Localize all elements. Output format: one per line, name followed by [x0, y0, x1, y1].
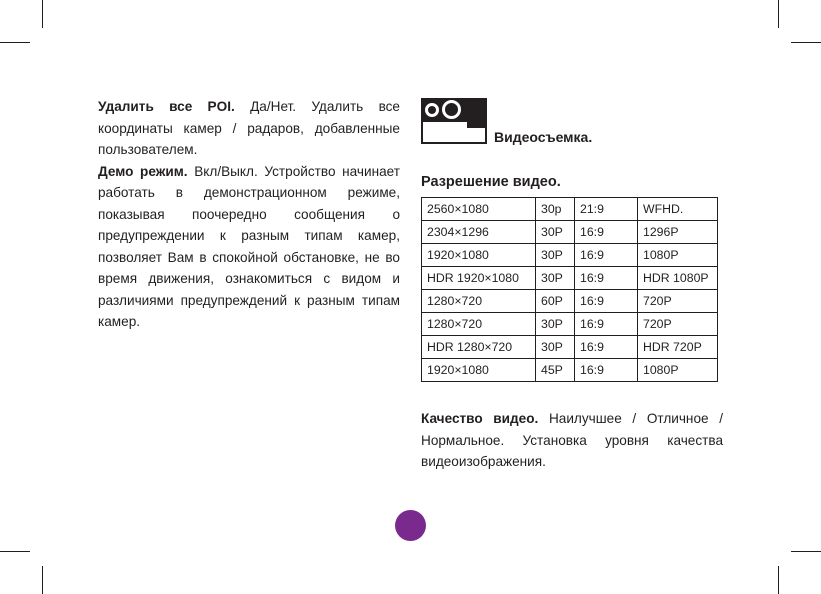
- table-cell: 30р: [536, 198, 575, 221]
- table-row: [422, 198, 718, 221]
- quality-section: [421, 408, 723, 473]
- table-cell: 21:9: [575, 198, 638, 221]
- table-cell: 16:9: [575, 336, 638, 359]
- table-cell: 60P: [536, 290, 575, 313]
- table-cell: 16:9: [575, 290, 638, 313]
- crop-mark: [0, 42, 30, 43]
- table-cell: 1080P: [638, 244, 718, 267]
- quality-paragraph: [421, 408, 723, 473]
- crop-mark: [778, 0, 779, 28]
- crop-mark: [778, 566, 779, 594]
- table-cell: WFHD.: [638, 198, 718, 221]
- table-cell: 720P: [638, 313, 718, 336]
- table-cell: 1296P: [638, 221, 718, 244]
- table-cell: 16:9: [575, 313, 638, 336]
- resolution-heading: Разрешение видео.: [421, 174, 561, 190]
- left-column: [98, 96, 400, 333]
- table-row: [422, 359, 718, 382]
- crop-mark: [42, 0, 43, 28]
- table-cell: 2560×1080: [422, 198, 536, 221]
- table-cell: 1080P: [638, 359, 718, 382]
- table-cell: 1280×720: [422, 290, 536, 313]
- table-row: [422, 267, 718, 290]
- poi-paragraph: [98, 96, 400, 161]
- page-marker: [395, 510, 426, 541]
- poi-term: Удалить все POI.: [98, 99, 235, 114]
- table-cell: 45P: [536, 359, 575, 382]
- table-cell: HDR 720P: [638, 336, 718, 359]
- table-row: [422, 336, 718, 359]
- crop-mark: [791, 551, 821, 552]
- table-cell: 30P: [536, 313, 575, 336]
- table-row: [422, 290, 718, 313]
- table-cell: 1920×1080: [422, 244, 536, 267]
- table-cell: 16:9: [575, 221, 638, 244]
- poi-text: Да/Нет. Удалить все координаты камер / радаров, добавленные пользователем.: [98, 99, 400, 157]
- table-cell: HDR 1280×720: [422, 336, 536, 359]
- table-cell: 30P: [536, 221, 575, 244]
- table-row: [422, 221, 718, 244]
- table-cell: 16:9: [575, 359, 638, 382]
- crop-mark: [0, 551, 30, 552]
- table-cell: 16:9: [575, 244, 638, 267]
- table-cell: 16:9: [575, 267, 638, 290]
- table-cell: 30P: [536, 267, 575, 290]
- table-row: [422, 313, 718, 336]
- table-cell: HDR 1080P: [638, 267, 718, 290]
- table-cell: 1280×720: [422, 313, 536, 336]
- quality-term: Качество видео.: [421, 411, 539, 426]
- demo-text: Вкл/Выкл. Устройство начинает работать в демонстрационном режиме, показывая поочередно сообщения о предупреждении к разным типам камер, позволяет Вам в спокойной обстановке, не во время движения, ознакомиться с видом и различиями предупреждений к разным типам камер.: [98, 163, 400, 329]
- table-cell: 720P: [638, 290, 718, 313]
- table-row: [422, 244, 718, 267]
- table-cell: 2304×1296: [422, 221, 536, 244]
- table-cell: 30P: [536, 336, 575, 359]
- demo-term: Демо режим.: [98, 163, 188, 179]
- demo-paragraph: [98, 161, 400, 333]
- quality-text: Наилучшее / Отличное / Нормальное. Установка уровня качества видеоизображения.: [421, 411, 723, 469]
- section-title: Видеосъемка.: [494, 129, 593, 145]
- table-cell: HDR 1920×1080: [422, 267, 536, 290]
- video-camera-icon: [421, 98, 487, 144]
- crop-mark: [791, 42, 821, 43]
- table-cell: 30P: [536, 244, 575, 267]
- resolution-table: [421, 197, 718, 382]
- crop-mark: [42, 566, 43, 594]
- table-cell: 1920×1080: [422, 359, 536, 382]
